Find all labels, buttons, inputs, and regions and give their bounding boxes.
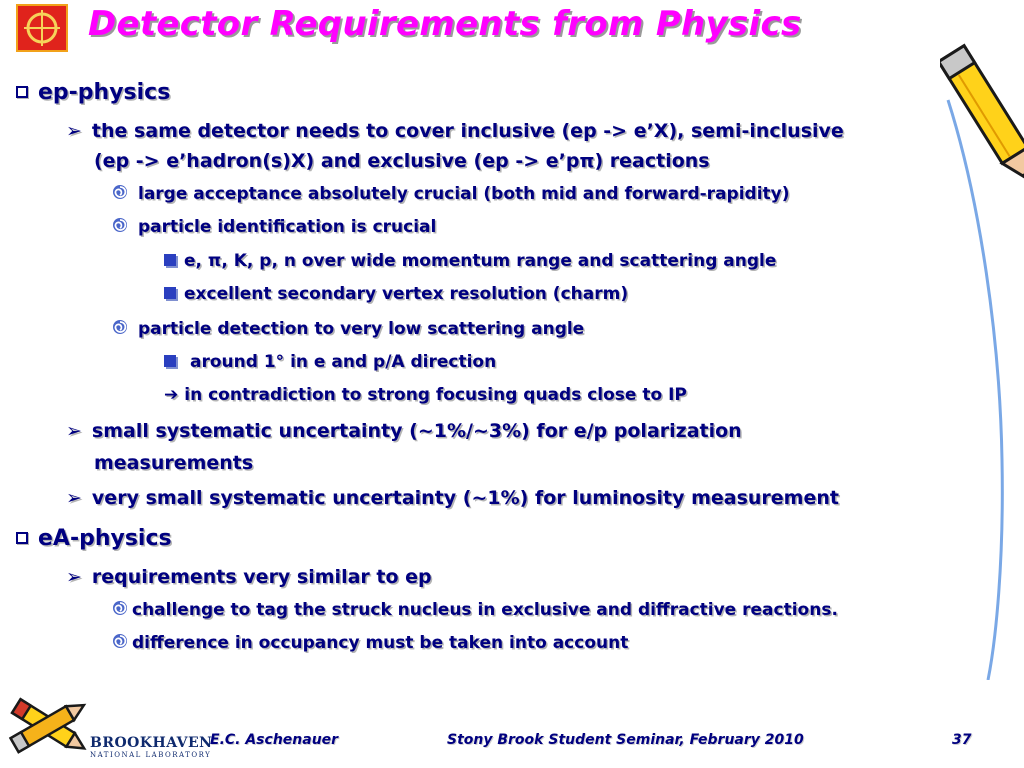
swirl-bullet-icon	[112, 319, 128, 335]
swirl-bullet-icon	[112, 600, 128, 616]
blue-square-bullet-icon	[164, 254, 176, 266]
sub-bullet: ➢ the same detector needs to cover inclusive (ep -> e’X), semi-inclusive	[66, 120, 844, 142]
arrowhead-bullet-icon: ➢	[66, 420, 82, 442]
right-arrow-icon: ➔	[164, 385, 179, 405]
pencils-icon	[0, 686, 96, 768]
bullet-ep-physics: ep-physics	[16, 80, 170, 105]
sub-sub-bullet: particle identification is crucial	[112, 217, 436, 237]
swirl-bullet-icon	[112, 184, 128, 200]
sub-sub-bullet: challenge to tag the struck nucleus in exclusive and diffractive reactions.	[112, 600, 838, 620]
arrowhead-bullet-icon: ➢	[66, 120, 82, 142]
arrowhead-bullet-icon: ➢	[66, 566, 82, 588]
level4-bullet: ➔ in contradiction to strong focusing quads close to IP	[164, 385, 687, 405]
sub-bullet: ➢ small systematic uncertainty (~1%/~3%) for e/p polarization	[66, 420, 742, 442]
sub-sub-bullet: large acceptance absolutely crucial (both mid and forward-rapidity)	[112, 184, 790, 204]
sub-bullet-continuation: (ep -> e’hadron(s)X) and exclusive (ep -> e’pπ) reactions	[94, 150, 710, 172]
sub-bullet-continuation: measurements	[94, 452, 254, 474]
sub-bullet: ➢ requirements very similar to ep	[66, 566, 432, 588]
page-number: 37	[952, 732, 972, 748]
sub-sub-bullet: particle detection to very low scattering angle	[112, 319, 584, 339]
logo-icon	[16, 4, 68, 52]
square-bullet-icon	[16, 86, 28, 98]
square-bullet-icon	[16, 532, 28, 544]
level4-bullet: e, π, K, p, n over wide momentum range and scattering angle	[164, 251, 776, 271]
brookhaven-logo: BROOKHAVEN NATIONAL LABORATORY	[90, 735, 213, 759]
sub-sub-bullet: difference in occupancy must be taken into account	[112, 633, 628, 653]
blue-square-bullet-icon	[164, 355, 176, 367]
swirl-bullet-icon	[112, 217, 128, 233]
footer-author: E.C. Aschenauer	[210, 732, 339, 748]
bullet-ea-physics: eA-physics	[16, 526, 172, 551]
sub-bullet: ➢ very small systematic uncertainty (~1%) for luminosity measurement	[66, 487, 839, 509]
level4-bullet: around 1° in e and p/A direction	[164, 352, 496, 372]
swirl-bullet-icon	[112, 633, 128, 649]
footer-event: Stony Brook Student Seminar, February 2010	[447, 732, 804, 748]
arrowhead-bullet-icon: ➢	[66, 487, 82, 509]
pencil-icon	[940, 40, 1024, 680]
slide-title: Detector Requirements from Physics	[88, 4, 802, 44]
level4-bullet: excellent secondary vertex resolution (charm)	[164, 284, 628, 304]
blue-square-bullet-icon	[164, 287, 176, 299]
